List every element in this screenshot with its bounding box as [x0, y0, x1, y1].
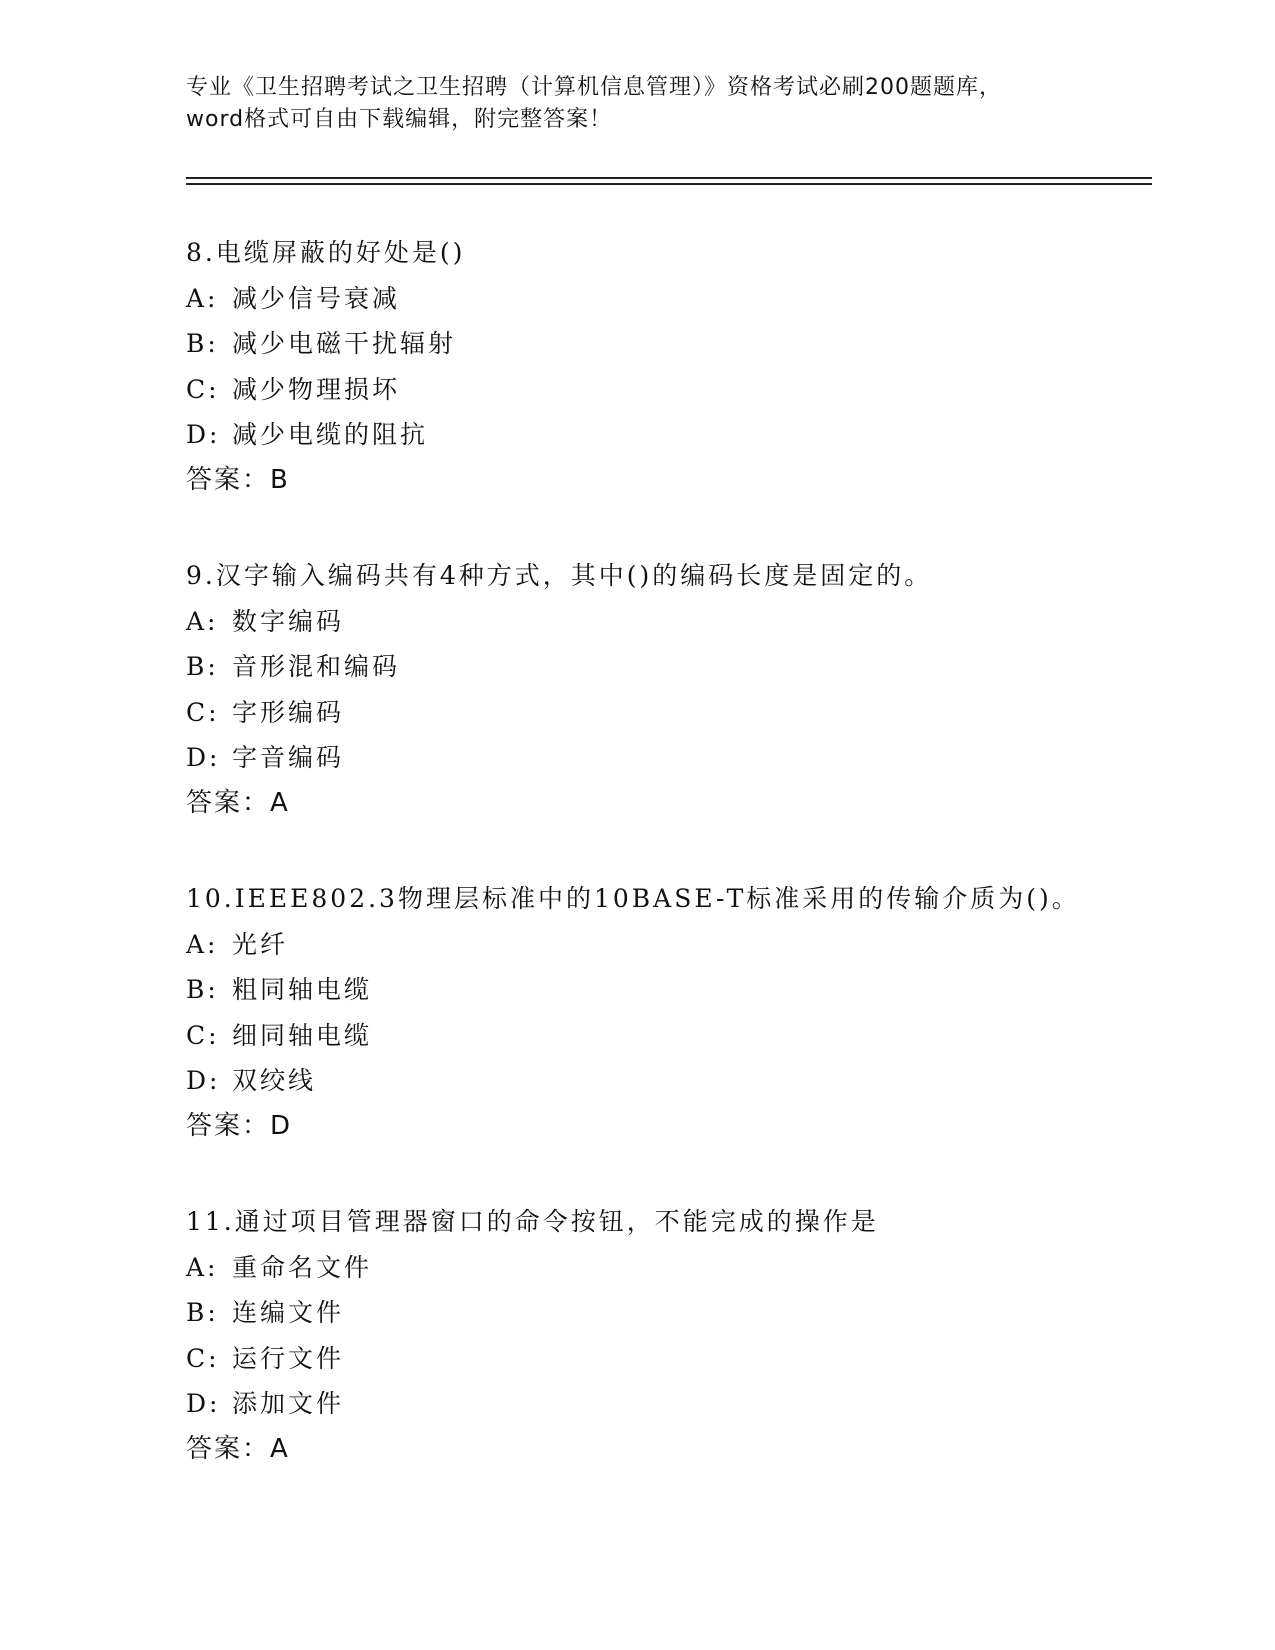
question-8 [186, 230, 1186, 503]
option-b [186, 1290, 1186, 1336]
question-stem: 9.汉字输入编码共有4种方式，其中()的编码长度是固定的。 [186, 561, 933, 590]
header-divider-bottom [186, 183, 1152, 185]
option-b [186, 967, 1186, 1013]
header-divider-top [186, 177, 1152, 179]
option-a [186, 276, 1186, 322]
header-line-2: word格式可自由下载编辑，附完整答案！ [186, 107, 613, 132]
answer: 答案：B [186, 464, 290, 495]
option-letter: D: [186, 1066, 221, 1095]
option-text: 光纤 [232, 929, 289, 959]
option-a [186, 922, 1186, 968]
option-letter: A: [186, 1252, 219, 1282]
option-text: 连编文件 [232, 1298, 345, 1327]
option-letter: C: [186, 374, 220, 404]
question-10 [186, 876, 1186, 1149]
option-text: 运行文件 [232, 1343, 345, 1373]
answer: 答案：A [186, 787, 290, 818]
option-letter: D: [186, 1389, 221, 1418]
question-stem: 10.IEEE802.3物理层标准中的10BASE-T标准采用的传输介质为()。 [186, 884, 1080, 913]
option-letter: A: [186, 283, 219, 313]
option-text: 数字编码 [232, 606, 345, 636]
option-b [186, 321, 1186, 367]
option-d [186, 1381, 1186, 1427]
option-text: 细同轴电缆 [232, 1020, 373, 1050]
option-letter: A: [186, 606, 219, 636]
option-letter: C: [186, 1020, 220, 1050]
option-text: 减少电磁干扰辐射 [232, 329, 457, 358]
option-text: 减少电缆的阻抗 [232, 420, 429, 449]
option-a [186, 1245, 1186, 1291]
option-text: 字形编码 [232, 697, 345, 727]
option-d [186, 412, 1186, 458]
option-d [186, 735, 1186, 781]
document-header [186, 72, 1086, 136]
option-text: 重命名文件 [232, 1252, 373, 1282]
header-line-1: 专业《卫生招聘考试之卫生招聘（计算机信息管理）》资格考试必刷200题题库， [186, 75, 1002, 100]
option-text: 双绞线 [232, 1066, 317, 1095]
option-letter: D: [186, 743, 221, 772]
answer: 答案：A [186, 1433, 290, 1464]
option-b [186, 644, 1186, 690]
option-letter: B: [186, 975, 219, 1004]
option-letter: D: [186, 420, 221, 449]
option-text: 添加文件 [232, 1389, 345, 1418]
option-a [186, 599, 1186, 645]
option-letter: C: [186, 1343, 220, 1373]
option-text: 减少信号衰减 [232, 283, 401, 313]
option-text: 字音编码 [232, 743, 345, 772]
question-9 [186, 553, 1186, 826]
option-c [186, 690, 1186, 736]
option-text: 减少物理损坏 [232, 374, 401, 404]
option-letter: A: [186, 929, 219, 959]
option-letter: B: [186, 1298, 219, 1327]
question-stem: 11.通过项目管理器窗口的命令按钮，不能完成的操作是 [186, 1207, 879, 1236]
option-letter: B: [186, 329, 219, 358]
option-text: 粗同轴电缆 [232, 975, 373, 1004]
question-11 [186, 1199, 1186, 1472]
option-c [186, 1336, 1186, 1382]
option-letter: B: [186, 652, 219, 681]
question-stem: 8.电缆屏蔽的好处是() [186, 238, 466, 267]
answer: 答案：D [186, 1110, 293, 1141]
option-c [186, 1013, 1186, 1059]
option-letter: C: [186, 697, 220, 727]
option-c [186, 367, 1186, 413]
option-d [186, 1058, 1186, 1104]
option-text: 音形混和编码 [232, 652, 401, 681]
